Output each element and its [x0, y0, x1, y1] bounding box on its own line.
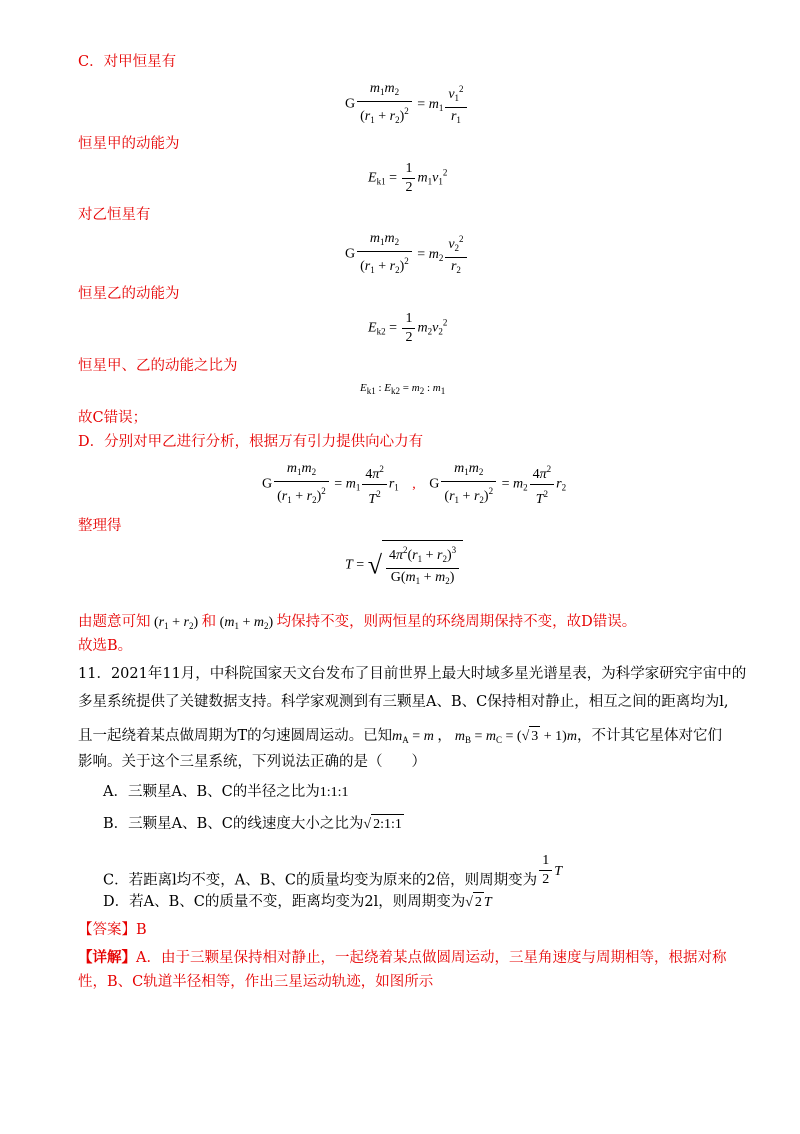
- equation-period: T = √ $\frac{4\pi^2(r_1 + r_2)^3}{G(m_1 + m_2)}$: [345, 540, 463, 590]
- ke-jia-label: 恒星甲的动能为: [78, 136, 180, 152]
- final-choice: 故选B。: [78, 638, 133, 654]
- detail-line-2: 性，B、C轨道半径相等，作出三星运动轨迹，如图所示: [78, 974, 434, 990]
- detail-line-1: 【详解】A．由于三颗星保持相对静止，一起绕着某点做圆周运动，三星角速度与周期相等，根据对称: [78, 949, 727, 966]
- option-a-value: 1:1:1: [319, 785, 349, 800]
- equation-d-jia: G $\frac{m_1m_2}{(r_1 + r_2)^2}$ = $m_1$ $\frac{4\pi^2}{T^2}$ $r_1$ , G $\frac{m_1m_2}{(r_1 + r_2)^2}$ = $m_2$ $\frac{4\pi^2}{T^2}$ $r_2$: [262, 461, 567, 507]
- answer-label: 【答案】B: [78, 922, 147, 938]
- option-d[interactable]: D．若A、B、C的质量不变，距离均变为2l，则周期变为√ 2 T: [103, 892, 492, 913]
- equation-ke-ratio: $E_{k1}$ : $E_{k2} = m_2$ : $m_1$: [360, 382, 446, 396]
- ratio-label: 恒星甲、乙的动能之比为: [78, 358, 238, 374]
- section-d-intro: D．分别对甲乙进行分析，根据万有引力提供向心力有: [78, 434, 424, 450]
- question-line-3: 且一起绕着某点做周期为T的匀速圆周运动。已知$m_A = m$ ， $m_B = m_C$ = (√ 3 + 1)m，不计其它星体对它们: [78, 728, 722, 745]
- question-line-2: 多星系统提供了关键数据支持。科学家观测到有三颗星A、B、C保持相对静止，相互之间的距离均为l,: [78, 694, 729, 710]
- option-b-value: 2:1:1: [371, 814, 404, 835]
- equation-yi-gravity: G $\frac{m_1m_2}{(r_1 + r_2)^2}$ = $m_2$ $\frac{v_2^2}{r_2}$: [345, 230, 469, 279]
- question-line-1: 11．2021年11月，中科院国家天文台发布了目前世界上最大时域多星光谱星表，为科学家研究宇宙中的: [78, 666, 747, 682]
- equation-ke-jia: $E_{k1}$ = $\frac{1}{2}$ $m_1v_1^2$: [368, 161, 448, 195]
- option-a[interactable]: A．三颗星A、B、C的半径之比为1:1:1: [103, 784, 349, 800]
- section-c-conclusion: 故C错误；: [78, 410, 148, 426]
- sort-label: 整理得: [78, 518, 122, 534]
- section-c-intro: C．对甲恒星有: [78, 54, 177, 70]
- equation-ke-yi: $E_{k2}$ = $\frac{1}{2}$ $m_2v_2^2$: [368, 311, 448, 345]
- question-line-4: 影响。关于这个三星系统，下列说法正确的是（ ）: [78, 754, 426, 770]
- ke-yi-label: 恒星乙的动能为: [78, 286, 180, 302]
- section-d-conclusion: 由题意可知 $(r_1 + r_2)$ 和 $(m_1 + m_2)$ 均保持不变，则两恒星的环绕周期保持不变，故D错误。: [78, 614, 637, 631]
- option-b[interactable]: B．三颗星A、B、C的线速度大小之比为√ 2:1:1: [103, 814, 404, 835]
- yi-label: 对乙恒星有: [78, 207, 151, 223]
- option-c[interactable]: C．若距离l均不变，A、B、C的质量均变为原来的2倍，则周期变为 $\frac{1}{2}$ T: [103, 853, 562, 889]
- equation-jia-gravity: G $\frac{m_1m_2}{(r_1 + r_2)^2}$ = $m_1$ $\frac{v_1^2}{r_1}$: [345, 80, 469, 129]
